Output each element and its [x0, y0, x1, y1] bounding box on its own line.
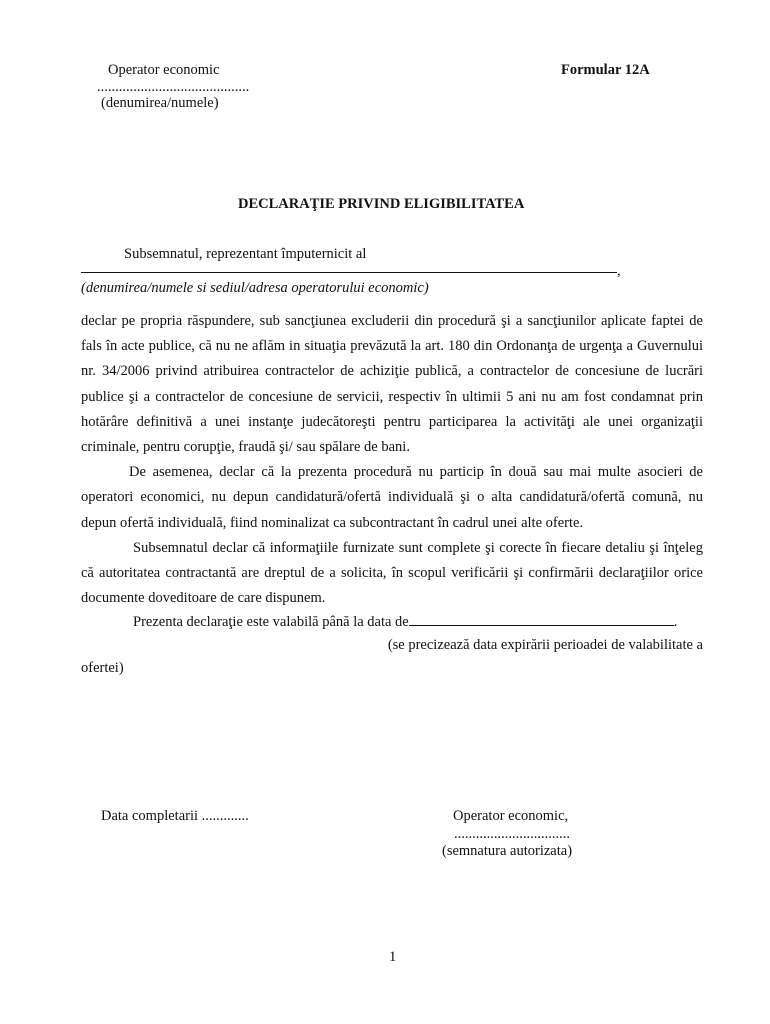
paragraph-associations: De asemenea, declar că la prezenta procedură nu particip în două sau mai multe asocieri de operatori economici, nu depun candidatură/ofertă individuală şi o alta candidatură/ofertă comună, nu depun ofertă individuală, fiind nominalizat ca subcontractant în cadrul unei alte oferte. [81, 464, 703, 531]
validity-note-end: ofertei) [81, 660, 124, 676]
operator-hint: (denumirea/numele) [101, 95, 219, 111]
validity-prefix: Prezenta declaraţie este valabilă până la data de [133, 614, 409, 630]
validity-note: (se precizează data expirării perioadei de valabilitate a [387, 637, 703, 653]
validity-section [81, 611, 703, 680]
page-number: 1 [389, 949, 397, 965]
paragraph-eligibility: declar pe propria răspundere, sub sancţiunea excluderii din procedură şi a sancţiunilor aplicate faptei de fals în acte publice, că nu ne aflăm in situaţia prevăzută la art. 180 din Ordonanţa de urgenţa a Guvernului nr. 34/2006 privind atribuirea contractelor de achiziţie publică, a contractelor de concesiune de lucrări publice şi a contractelor de concesiune de servicii, respectiv în ultimii 5 ani nu am fost condamnat prin hotărâre definitivă a unei instanţe judecătoreşti pentru participarea la activităţi ale unei organizaţii criminale, pentru corupţie, fraudă şi/ sau spălare de bani. [81, 313, 703, 456]
company-name-blank-line[interactable] [81, 262, 617, 273]
validity-suffix: . [673, 614, 678, 630]
validity-line [81, 611, 703, 634]
operator-label: Operator economic [108, 62, 220, 78]
signature-hint: (semnatura autorizata) [442, 843, 573, 859]
paragraph-information: Subsemnatul declar că informaţiile furnizate sunt complete şi corecte în fiecare detaliu şi înţeleg că autoritatea contractantă are dreptul de a solicita, în scopul verificării şi confirmării declaraţiilor orice documente doveditoare de care dispunem. [81, 539, 703, 607]
completion-date-label: Data completarii ............. [101, 808, 249, 824]
document-title: DECLARAŢIE PRIVIND ELIGIBILITATEA [238, 196, 525, 212]
declaration-body [81, 309, 703, 611]
operator-dots: .......................................... [97, 79, 250, 95]
intro-line: Subsemnatul, reprezentant împuternicit al [124, 246, 367, 262]
intro-comma: , [617, 263, 621, 279]
signer-label: Operator economic, [453, 808, 569, 824]
form-code: Formular 12A [561, 62, 650, 78]
company-name-hint: (denumirea/numele si sediul/adresa operatorului economic) [81, 280, 429, 296]
signature-dots: ................................ [454, 826, 570, 842]
expiry-date-blank[interactable] [409, 613, 674, 626]
